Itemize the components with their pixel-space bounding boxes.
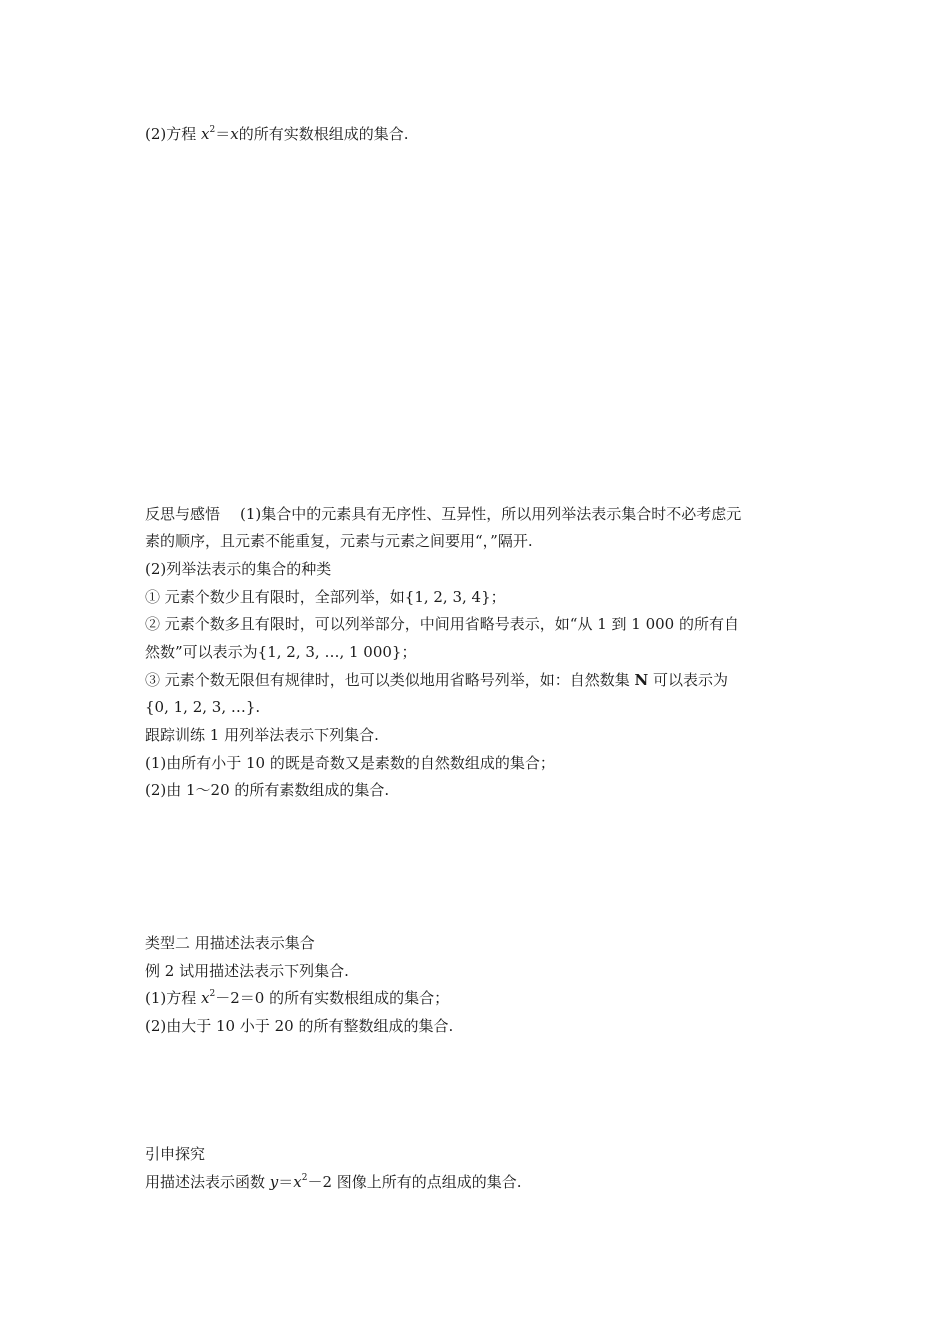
exponent: 2 <box>209 125 216 135</box>
exponent: 2 <box>209 989 216 999</box>
q1-prefix: (1)方程 <box>145 989 202 1007</box>
var-x: x <box>230 125 239 143</box>
reflection-p2: (2)列举法表示的集合的种类 <box>145 560 332 578</box>
reflection-text: (1)集合中的元素具有无序性、互异性，所以用列举法表示集合时不必考虑元 <box>240 505 742 523</box>
equals: ＝ <box>278 1173 294 1191</box>
natural-set-symbol: N <box>634 671 649 689</box>
extend-rest: －2 图像上所有的点组成的集合. <box>307 1173 522 1191</box>
example-2-q1 <box>145 988 449 1008</box>
extend-question <box>145 1172 522 1192</box>
var-x: x <box>201 125 210 143</box>
reflection-item-3a <box>145 670 728 690</box>
example-2-q2: (2)由大于 10 小于 20 的所有整数组成的集合. <box>145 1017 454 1035</box>
reflection-item-2a: ② 元素个数多且有限时，可以列举部分，中间用省略号表示，如“从 1 到 1 000 的所有自 <box>145 615 739 633</box>
practice-q2: (2)由 1～20 的所有素数组成的集合. <box>145 781 390 799</box>
question-2-line <box>145 124 409 144</box>
q2-prefix: (2)方程 <box>145 125 202 143</box>
equals: ＝ <box>215 125 231 143</box>
practice-title: 跟踪训练 1 用列举法表示下列集合. <box>145 726 379 744</box>
q2-rest: 的所有实数根组成的集合. <box>238 125 409 143</box>
extend-heading: 引申探究 <box>145 1145 206 1163</box>
reflection-item-1: ① 元素个数少且有限时，全部列举，如{1, 2, 3, 4}； <box>145 588 506 606</box>
var-x: x <box>293 1173 302 1191</box>
item-3-text-end: 可以表示为 <box>648 671 729 689</box>
reflection-p1a <box>145 504 741 524</box>
var-y: y <box>269 1173 279 1191</box>
exponent: 2 <box>301 1173 308 1183</box>
var-x: x <box>201 989 210 1007</box>
extend-prefix: 用描述法表示函数 <box>145 1173 270 1191</box>
reflection-p1b: 素的顺序，且元素不能重复，元素与元素之间要用“，”隔开. <box>145 532 533 550</box>
example-2-title: 例 2 试用描述法表示下列集合. <box>145 962 349 980</box>
practice-q1: (1)由所有小于 10 的既是奇数又是素数的自然数组成的集合； <box>145 754 555 772</box>
type2-heading: 类型二 用描述法表示集合 <box>145 934 315 952</box>
reflection-item-2b: 然数”可以表示为{1, 2, 3, …, 1 000}； <box>145 643 417 661</box>
reflection-item-3b: {0, 1, 2, 3, …}. <box>145 698 261 716</box>
q1-rest: －2＝0 的所有实数根组成的集合； <box>215 989 450 1007</box>
item-3-text: ③ 元素个数无限但有规律时，也可以类似地用省略号列举，如：自然数集 <box>145 671 635 689</box>
reflection-label: 反思与感悟 <box>145 505 221 523</box>
